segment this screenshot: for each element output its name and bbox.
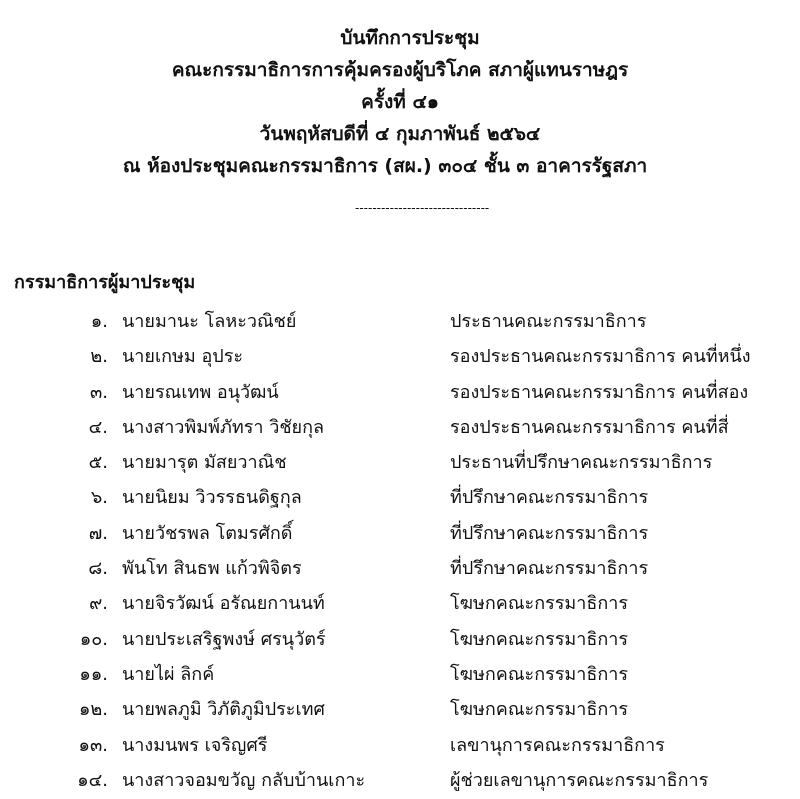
attendee-row — [0, 728, 800, 763]
attendee-number: ๙. — [89, 593, 108, 615]
document-header — [0, 22, 800, 182]
attendee-number: ๔. — [88, 416, 108, 438]
attendee-row — [0, 657, 800, 692]
attendee-role: ที่ปรึกษาคณะกรรมาธิการ — [450, 558, 649, 580]
attendee-role: ผู้ช่วยเลขานุการคณะกรรมาธิการ — [450, 769, 709, 791]
header-divider: ------------------------------- — [355, 201, 490, 215]
attendee-name: นายนิยม วิวรรธนดิฐกุล — [122, 487, 302, 509]
attendee-number: ๑๔. — [77, 769, 108, 791]
attendee-name: นายเกษม อุประ — [122, 346, 244, 368]
attendee-row — [0, 375, 800, 410]
attendee-row — [0, 339, 800, 374]
attendee-row — [0, 551, 800, 586]
attendee-role: รองประธานคณะกรรมาธิการ คนที่สี่ — [450, 416, 729, 438]
attendee-number: ๑. — [90, 311, 108, 332]
attendee-role: รองประธานคณะกรรมาธิการ คนที่สอง — [450, 381, 749, 403]
attendee-role: โฆษกคณะกรรมาธิการ — [450, 593, 629, 615]
attendee-role: เลขานุการคณะกรรมาธิการ — [450, 734, 665, 756]
attendee-row — [0, 480, 800, 515]
meeting-location: ณ ห้องประชุมคณะกรรมาธิการ (สผ.) ๓๐๔ ชั้น ๓ อาคารรัฐสภา — [122, 155, 648, 177]
attendee-row — [0, 622, 800, 657]
attendee-name: นางสาวพิมพ์ภัทรา วิชัยกุล — [122, 416, 325, 438]
attendee-name: นายมารุต มัสยวาณิช — [122, 452, 287, 474]
attendee-row — [0, 763, 800, 798]
attendee-name: นายพลภูมิ วิภัติภูมิประเทศ — [122, 699, 325, 721]
attendee-row — [0, 410, 800, 445]
attendee-number: ๒. — [90, 346, 108, 368]
attendee-name: นายจิรวัฒน์ อรัณยกานนท์ — [122, 593, 325, 615]
attendee-row — [0, 586, 800, 621]
attendee-name: นายรณเทพ อนุวัฒน์ — [122, 381, 279, 403]
attendee-role: ประธานที่ปรึกษาคณะกรรมาธิการ — [450, 452, 713, 474]
attendee-role: โฆษกคณะกรรมาธิการ — [450, 663, 629, 685]
meeting-date: วันพฤหัสบดีที่ ๔ กุมภาพันธ์ ๒๕๖๔ — [259, 123, 541, 145]
attendee-row — [0, 516, 800, 551]
attendee-number: ๕. — [88, 452, 108, 474]
attendee-role: ประธานคณะกรรมาธิการ — [450, 311, 647, 332]
attendee-list — [0, 304, 800, 798]
attendee-role: โฆษกคณะกรรมาธิการ — [450, 628, 629, 650]
attendee-number: ๖. — [90, 487, 108, 509]
attendee-role: ที่ปรึกษาคณะกรรมาธิการ — [450, 522, 649, 544]
attendee-name: นายไผ่ ลิกค์ — [122, 663, 215, 685]
attendee-role: รองประธานคณะกรรมาธิการ คนที่หนึ่ง — [450, 346, 751, 368]
attendee-name: นายมานะ โลหะวณิชย์ — [122, 311, 297, 332]
attendee-name: นางสาวจอมขวัญ กลับบ้านเกาะ — [122, 769, 366, 791]
attendee-row — [0, 304, 800, 339]
meeting-number: ครั้งที่ ๔๑ — [361, 91, 439, 113]
attendee-number: ๓. — [89, 381, 108, 403]
committee-name: คณะกรรมาธิการการคุ้มครองผู้บริโภค สภาผู้แทนราษฎร — [171, 59, 629, 81]
attendee-number: ๑๓. — [78, 734, 108, 756]
attendee-row — [0, 692, 800, 727]
document-title: บันทึกการประชุม — [340, 27, 480, 49]
attendee-name: นางมนพร เจริญศรี — [122, 734, 268, 756]
attendee-name: นายประเสริฐพงษ์ ศรนุวัตร์ — [122, 628, 326, 650]
attendee-role: โฆษกคณะกรรมาธิการ — [450, 699, 629, 721]
section-title-attendees: กรรมาธิการผู้มาประชุม — [14, 272, 196, 293]
attendee-role: ที่ปรึกษาคณะกรรมาธิการ — [450, 487, 649, 509]
attendee-number: ๑๒. — [78, 699, 108, 721]
attendee-number: ๑๐. — [79, 628, 108, 650]
attendee-name: พันโท สินธพ แก้วพิจิตร — [122, 558, 302, 580]
attendee-number: ๘. — [88, 558, 108, 580]
attendee-name: นายวัชรพล โตมรศักดิ์ — [122, 522, 293, 544]
attendee-number: ๑๑. — [79, 663, 108, 685]
attendee-number: ๗. — [88, 522, 108, 544]
attendee-row — [0, 445, 800, 480]
